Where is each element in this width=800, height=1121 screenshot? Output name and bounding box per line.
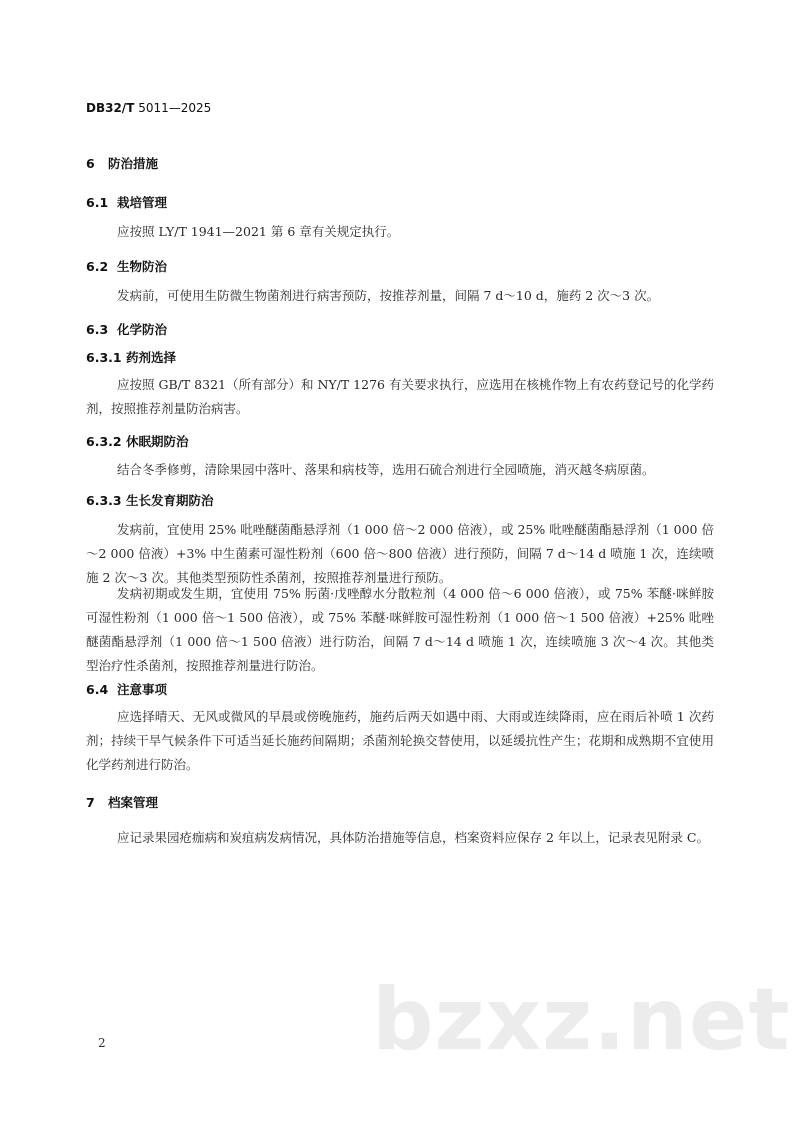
heading-number: 6	[86, 156, 95, 171]
heading-title: 休眠期防治	[126, 434, 189, 449]
heading-6-1	[86, 193, 167, 211]
standard-code-number: 5011—2025	[138, 101, 212, 115]
heading-number: 6.3.1	[86, 350, 122, 365]
heading-title: 化学防治	[117, 322, 168, 337]
heading-6	[86, 154, 158, 172]
heading-title: 栽培管理	[117, 195, 168, 210]
paragraph-6-3-3-prevention: 发病前，宜使用 25% 吡唑醚菌酯悬浮剂（1 000 倍～2 000 倍液），或 25% 吡唑醚菌酯悬浮剂（1 000 倍～2 000 倍液）+3% 中生菌素可湿性粉剂（600 倍～800 倍液）进行预防，间隔 7 d～14 d 喷施 1 次，连续喷施 2 次～3 次。其他类型预防性杀菌剂，按照推荐剂量进行预防。	[86, 522, 714, 585]
paragraph-6-3-2: 结合冬季修剪，清除果园中落叶、落果和病枝等，选用石硫合剂进行全园喷施，消灭越冬病原菌。	[117, 462, 655, 477]
heading-number: 6.4	[86, 682, 109, 697]
paragraph-6-3-3-treatment: 发病初期或发生期，宜使用 75% 肟菌·戊唑醇水分散粒剂（4 000 倍～6 000 倍液），或 75% 苯醚·咪鲜胺可湿性粉剂（1 000 倍～1 500 倍液），或 75% 苯醚·咪鲜胺可湿性粉剂（1 000 倍～1 500 倍液）+25% 吡唑醚菌酯悬浮剂（1 000 倍～1 500 倍液）进行防治，间隔 7 d～14 d 喷施 1 次，连续喷施 3 次～4 次。其他类型治疗性杀菌剂，按照推荐剂量进行防治。	[86, 586, 714, 673]
paragraph-6-3-1: 应按照 GB/T 8321（所有部分）和 NY/T 1276 有关要求执行，应选用在核桃作物上有农药登记号的化学药剂，按照推荐剂量防治病害。	[86, 377, 714, 416]
heading-6-3	[86, 320, 167, 338]
heading-number: 6.3	[86, 322, 109, 337]
heading-title: 生物防治	[117, 259, 168, 274]
heading-6-3-2	[86, 432, 189, 450]
heading-title: 档案管理	[108, 795, 159, 810]
standard-code-prefix: DB32/T	[86, 101, 135, 115]
heading-number: 6.2	[86, 259, 109, 274]
page-number: 2	[98, 1036, 106, 1050]
paragraph-6-2: 发病前，可使用生防微生物菌剂进行病害预防，按推荐剂量，间隔 7 d～10 d，施药 2 次～3 次。	[117, 288, 660, 303]
heading-6-2	[86, 257, 167, 275]
heading-number: 7	[86, 795, 95, 810]
watermark: bzxz.net	[372, 970, 791, 1070]
heading-7	[86, 793, 158, 811]
heading-number: 6.1	[86, 195, 109, 210]
heading-number: 6.3.2	[86, 434, 122, 449]
paragraph-6-4: 应选择晴天、无风或微风的早晨或傍晚施药，施药后两天如遇中雨、大雨或连续降雨，应在雨后补喷 1 次药剂；持续干旱气候条件下可适当延长施药间隔期；杀菌剂轮换交替使用，以延缓抗性产生；花期和成熟期不宜使用化学药剂进行防治。	[86, 709, 714, 772]
paragraph-6-1: 应按照 LY/T 1941—2021 第 6 章有关规定执行。	[117, 224, 400, 239]
heading-6-3-3	[86, 491, 214, 509]
heading-title: 药剂选择	[126, 350, 177, 365]
heading-title: 生长发育期防治	[126, 493, 214, 508]
heading-number: 6.3.3	[86, 493, 122, 508]
heading-title: 注意事项	[117, 682, 168, 697]
heading-title: 防治措施	[108, 156, 159, 171]
standard-code	[86, 101, 211, 115]
heading-6-3-1	[86, 348, 176, 366]
paragraph-7: 应记录果园疮痂病和炭疽病发病情况，具体防治措施等信息，档案资料应保存 2 年以上，记录表见附录 C。	[117, 830, 709, 845]
heading-6-4	[86, 680, 167, 698]
